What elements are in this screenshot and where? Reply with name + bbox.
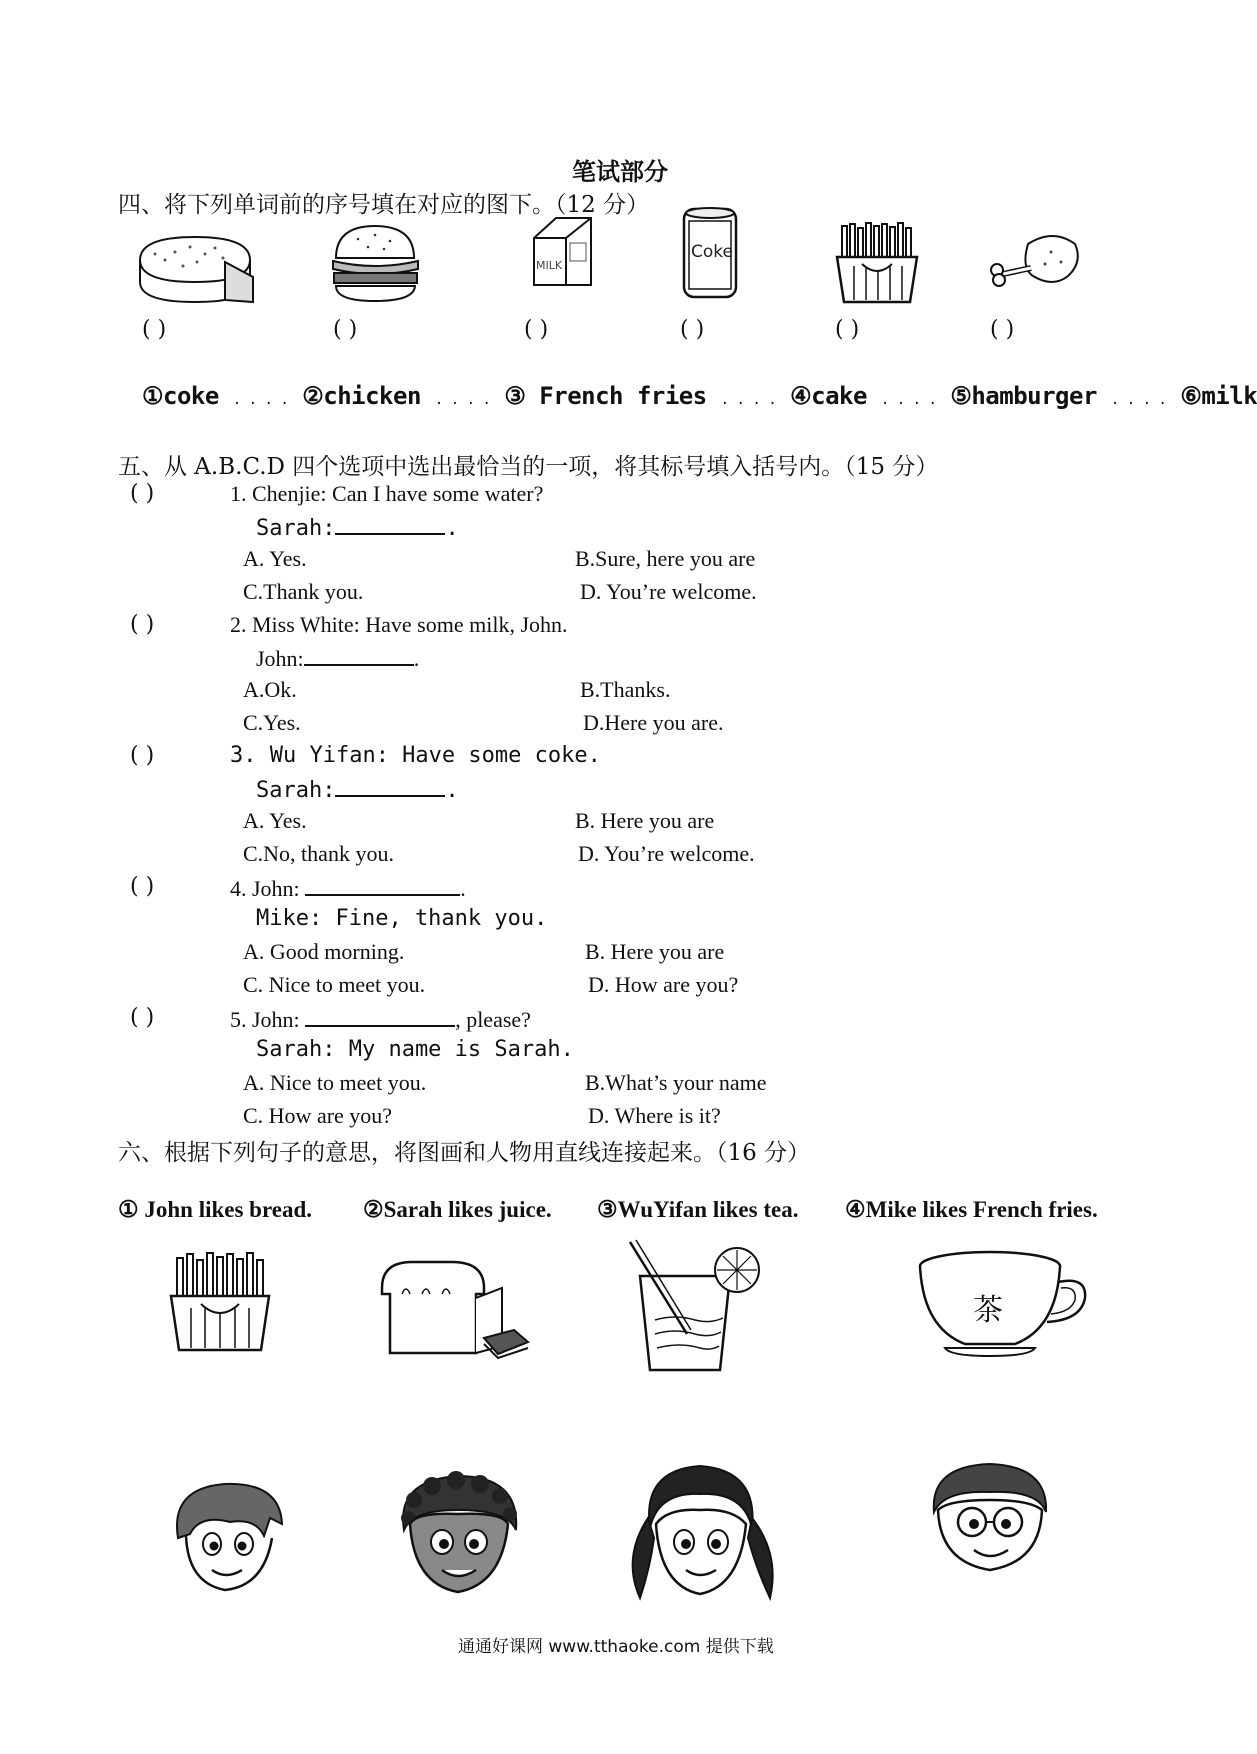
option-b: B.Sure, here you are xyxy=(575,546,756,571)
sentence-4: ④Mike likes French fries. xyxy=(845,1197,1098,1222)
option-d: D. How are you? xyxy=(588,972,739,997)
question-1-reply: Sarah: . xyxy=(256,513,459,541)
question-3-reply: Sarah: . xyxy=(256,775,459,803)
option-d: D. You’re welcome. xyxy=(578,841,755,866)
word-item-hamburger: ⑤hamburger xyxy=(950,382,1097,410)
question-3-bracket[interactable]: ( ) xyxy=(130,743,155,768)
tea-cup-picture[interactable] xyxy=(915,1248,1090,1358)
question-1-bracket[interactable]: ( ) xyxy=(130,481,155,506)
chicken-leg-picture xyxy=(983,232,1083,292)
option-b: B. Here you are xyxy=(585,939,725,964)
option-b: B. Here you are xyxy=(575,808,715,833)
sentence-3: ③WuYifan likes tea. xyxy=(597,1197,799,1222)
option-b: B.What’s your name xyxy=(585,1070,767,1095)
word-item-cake: ④cake xyxy=(790,382,867,410)
answer-bracket[interactable]: ( ) xyxy=(835,317,860,342)
section-5-heading: 五、从 A.B.C.D 四个选项中选出最恰当的一项，将其标号填入括号内。（15 分） xyxy=(118,454,939,480)
word-item-milk: ⑥milk xyxy=(1180,382,1257,410)
dot-leader: . . . . xyxy=(232,392,289,408)
sentence-1: ① John likes bread. xyxy=(118,1197,313,1222)
question-2-reply: John: . xyxy=(256,646,420,671)
answer-bracket[interactable]: ( ) xyxy=(680,317,705,342)
question-2-prompt: 2. Miss White: Have some milk, John. xyxy=(230,612,568,637)
hamburger-picture xyxy=(328,223,423,303)
question-1-prompt: 1. Chenjie: Can I have some water? xyxy=(230,481,544,506)
answer-blank[interactable] xyxy=(305,1005,455,1027)
footer: 通通好课网 www.tthaoke.com 提供下载 xyxy=(458,1637,774,1657)
option-a: A.Ok. xyxy=(243,677,297,702)
ponytail-girl-face-picture[interactable] xyxy=(620,1458,780,1603)
tea-char: 茶 xyxy=(973,1293,1003,1328)
option-a: A. Yes. xyxy=(243,546,307,571)
question-4-bracket[interactable]: ( ) xyxy=(130,874,155,899)
answer-bracket[interactable]: ( ) xyxy=(524,317,549,342)
section-6-heading: 六、根据下列句子的意思，将图画和人物用直线连接起来。（16 分） xyxy=(118,1140,811,1166)
option-c: C.Thank you. xyxy=(243,579,364,604)
bread-picture[interactable] xyxy=(372,1258,532,1363)
question-2-bracket[interactable]: ( ) xyxy=(130,612,155,637)
cake-picture xyxy=(135,232,255,307)
option-c: C.Yes. xyxy=(243,710,301,735)
section-4-heading: 四、将下列单词前的序号填在对应的图下。（12 分） xyxy=(118,192,650,218)
question-4-reply: Mike: Fine, thank you. xyxy=(256,906,548,931)
dot-leader: . . . . xyxy=(434,392,491,408)
answer-bracket[interactable]: ( ) xyxy=(990,317,1015,342)
curly-hair-boy-face-picture[interactable] xyxy=(392,1470,527,1600)
option-d: D.Here you are. xyxy=(583,710,724,735)
answer-blank[interactable] xyxy=(305,874,460,896)
option-c: C. How are you? xyxy=(243,1103,393,1128)
answer-blank[interactable] xyxy=(335,513,445,535)
question-5-reply: Sarah: My name is Sarah. xyxy=(256,1037,574,1062)
answer-bracket[interactable]: ( ) xyxy=(142,317,167,342)
answer-blank[interactable] xyxy=(304,644,414,666)
glasses-boy-face-picture[interactable] xyxy=(920,1460,1060,1575)
page-title: 笔试部分 xyxy=(572,158,668,186)
dot-leader: . . . . xyxy=(880,392,937,408)
question-5-bracket[interactable]: ( ) xyxy=(130,1005,155,1030)
dot-leader: . . . . xyxy=(1110,392,1167,408)
word-item-chicken: ②chicken xyxy=(302,382,421,410)
option-c: C. Nice to meet you. xyxy=(243,972,426,997)
coke-can-picture xyxy=(680,203,740,303)
word-item-coke: ①coke xyxy=(142,382,219,410)
boy-face-picture[interactable] xyxy=(160,1478,295,1598)
dot-leader: . . . . xyxy=(720,392,777,408)
question-5-prompt: 5. John: , please? xyxy=(230,1007,531,1032)
option-a: A. Nice to meet you. xyxy=(243,1070,427,1095)
word-item-french-fries: ③ French fries xyxy=(504,382,707,410)
answer-blank[interactable] xyxy=(335,775,445,797)
juice-glass-picture[interactable] xyxy=(625,1238,775,1373)
milk-label: MILK xyxy=(536,259,563,272)
option-c: C.No, thank you. xyxy=(243,841,394,866)
sentence-2: ②Sarah likes juice. xyxy=(363,1197,552,1222)
word-list xyxy=(142,382,1257,410)
milk-carton-picture xyxy=(526,213,601,288)
option-b: B.Thanks. xyxy=(580,677,671,702)
french-fries-picture[interactable] xyxy=(165,1252,275,1352)
french-fries-picture xyxy=(832,222,922,304)
option-a: A. Good morning. xyxy=(243,939,405,964)
option-a: A. Yes. xyxy=(243,808,307,833)
option-d: D. You’re welcome. xyxy=(580,579,757,604)
answer-bracket[interactable]: ( ) xyxy=(333,317,358,342)
question-4-prompt: 4. John: . xyxy=(230,876,466,901)
coke-label: Coke xyxy=(691,242,733,262)
option-d: D. Where is it? xyxy=(588,1103,721,1128)
question-3-prompt: 3. Wu Yifan: Have some coke. xyxy=(230,743,601,768)
